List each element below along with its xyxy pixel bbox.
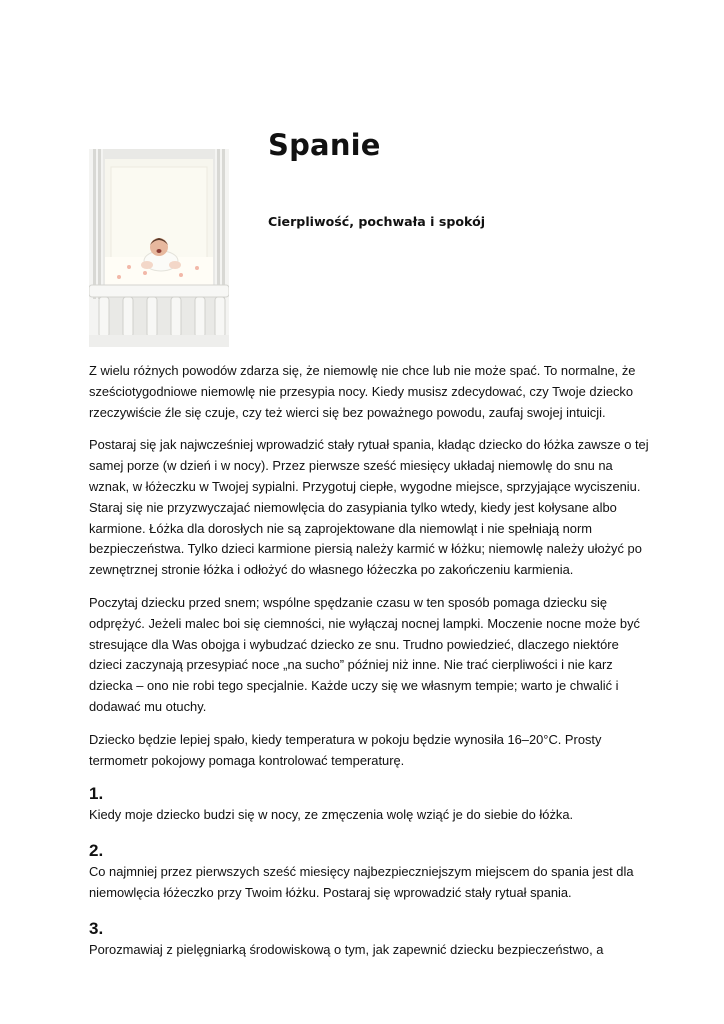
paragraph: Postaraj się jak najwcześniej wprowadzić stały rytuał spania, kładąc dziecko do łóżka zawsze o tej samej porze (w dzień i w nocy). Przez pierwsze sześć miesięcy układaj niemowlę do snu na wznak, w łóżeczku w Twojej sypialni. Przygotuj ciepłe, wygodne miejsce, sprzyjające wyciszeniu. Staraj się nie przyzwyczajać niemowlęcia do zasypiania tylko wtedy, kiedy jest kołysane albo karmione. Łóżka dla dorosłych nie są zaprojektowane dla niemowląt i nie spełniają norm bezpieczeństwa. Tylko dzieci karmione piersią należy karmić w łóżku; niemowlę należy ułożyć po zewnętrznej stronie łóżka i odłożyć do własnego łóżeczka po zakończeniu karmienia. (89, 437, 649, 578)
paragraph: Z wielu różnych powodów zdarza się, że niemowlę nie chce lub nie może spać. To normalne, że sześciotygodniowe niemowlę nie przesypia nocy. Kiedy musisz zdecydować, czy Twoje dziecko rzeczywiście źle się czuje, czy też wierci się bez poważnego powodu, zaufaj swojej intuicji. (89, 363, 636, 420)
baby-crib-illustration (89, 149, 229, 347)
page-title: Spanie (268, 128, 381, 162)
tip-item (89, 840, 649, 904)
paragraph: Poczytaj dziecku przed snem; wspólne spędzanie czasu w ten sposób pomaga dziecku się odprężyć. Jeżeli malec boi się ciemności, nie wyłączaj nocnej lampki. Moczenie nocne może być stresujące dla Was obojga i wybudzać dziecko ze snu. Trudno powiedzieć, dlaczego niektóre dzieci zaczynają przesypiać noce „na sucho” później niż inne. Nie trać cierpliwości i nie karz dziecka – ono nie robi tego specjalnie. Każde uczy się we własnym tempie; warto je chwalić i dodawać mu otuchy. (89, 594, 640, 714)
tip-number: 1. (89, 784, 104, 804)
tip-item (89, 783, 649, 826)
article-body (89, 361, 649, 975)
tip-text: Co najmniej przez pierwszych sześć miesięcy najbezpieczniejszym miejscem do spania jest dla niemowlęcia łóżeczko przy Twoim łóżku. Postaraj się wprowadzić stały rytuał spania. (89, 864, 634, 900)
page-subtitle: Cierpliwość, pochwała i spokój (268, 214, 486, 229)
tip-text: Porozmawiaj z pielęgniarką środowiskową o tym, jak zapewnić dziecku bezpieczeństwo, a (89, 941, 604, 957)
tip-number: 3. (89, 918, 104, 938)
tip-item (89, 918, 649, 961)
baby-crib-photo (89, 149, 229, 347)
tip-text: Kiedy moje dziecko budzi się w nocy, ze zmęczenia wolę wziąć je do siebie do łóżka. (89, 807, 574, 823)
tip-number: 2. (89, 841, 104, 861)
paragraph: Dziecko będzie lepiej spało, kiedy temperatura w pokoju będzie wynosiła 16–20°C. Prosty termometr pokojowy pomaga kontrolować temperaturę. (89, 731, 602, 768)
